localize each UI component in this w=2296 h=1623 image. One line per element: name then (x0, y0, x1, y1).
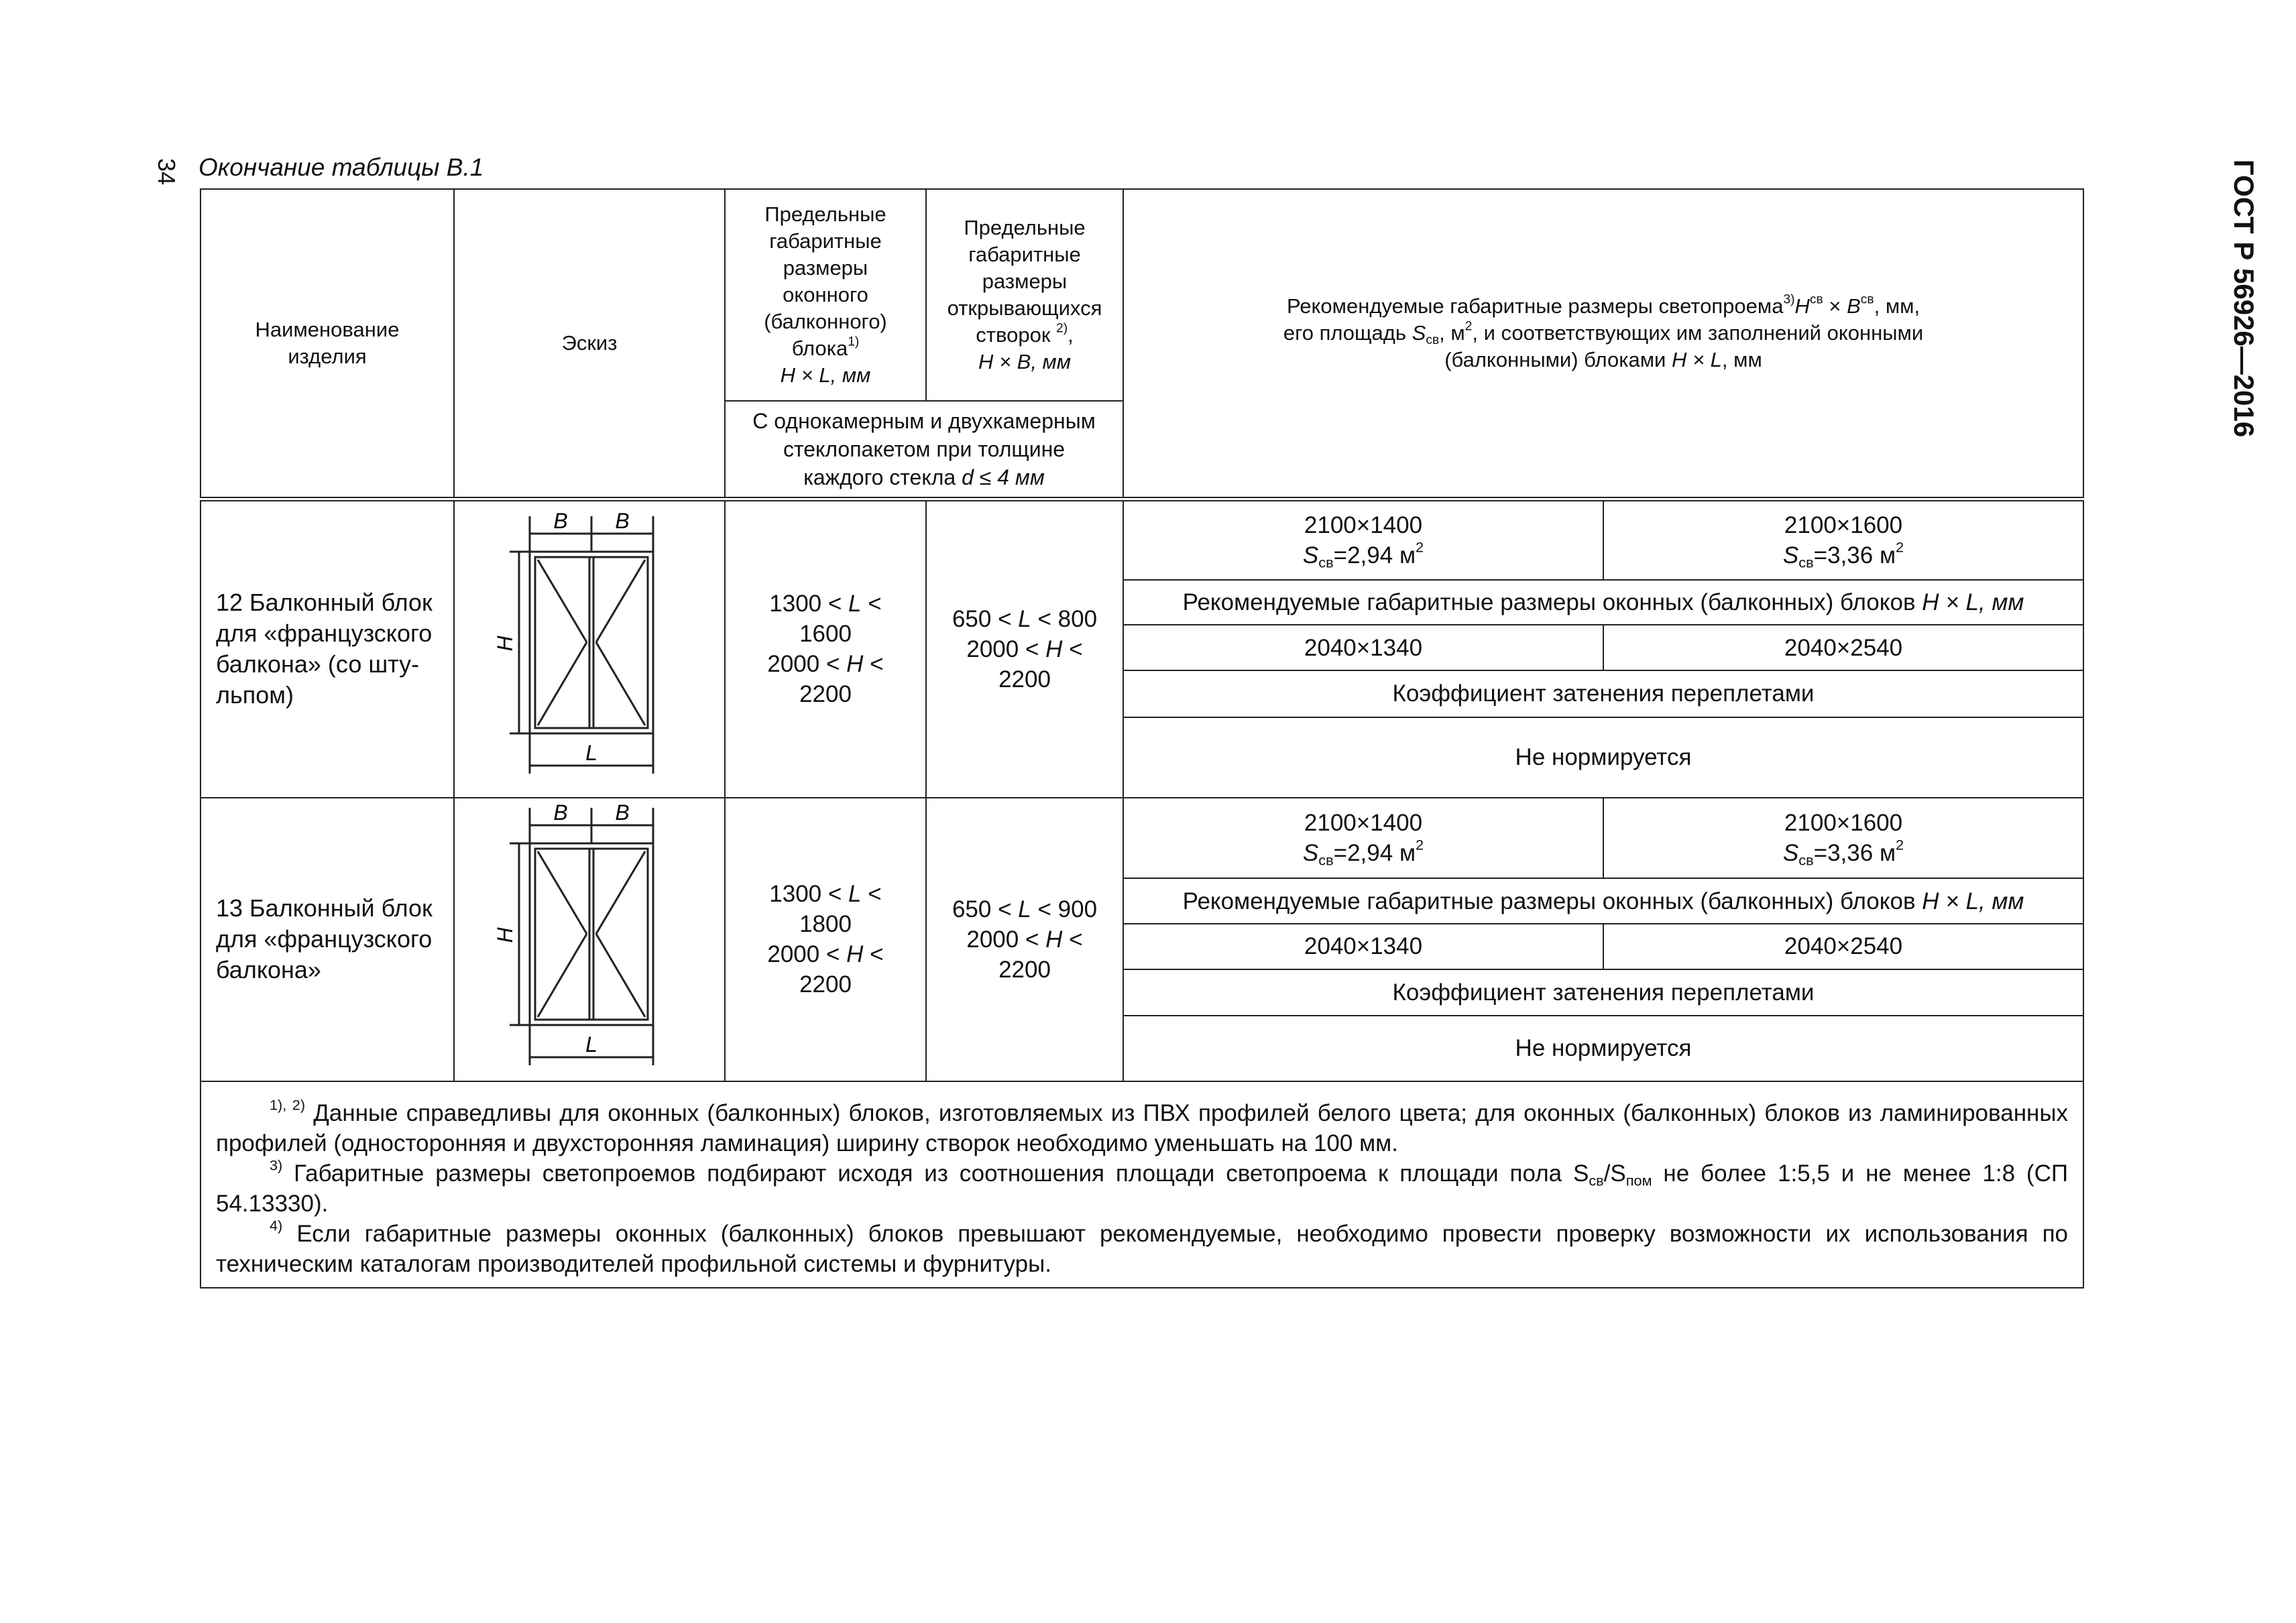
opening-size-option: 2100×1400 $S_{св}=2,94$ $м^2$ (1123, 798, 1603, 879)
block-size-option: 2040×1340 (1123, 924, 1603, 969)
shading-value: Не нормируется (1123, 1016, 2083, 1081)
header-sash-limits: Предельные габаритные размеры открывающихся створок $^{2)}$, H × B, мм (926, 189, 1123, 401)
table-footnotes (200, 1081, 2083, 1288)
footnote-4: $^{4)}$ Если габаритные размеры оконных (балконных) блоков превышают рекомендуемые, необходимо провести проверку возможности их использования по техническим каталогам производителей профильной системы и фурнитуры. (216, 1217, 2068, 1277)
sketch-label-l: L (585, 740, 597, 765)
page-number: 34 (153, 158, 180, 186)
standard-code: ГОСТ Р 56926—2016 (2228, 159, 2260, 438)
header-product-name: Наименование изделия (200, 189, 454, 499)
sketch-label-l: L (585, 1032, 597, 1057)
block-size-option: 2040×2540 (1603, 924, 2083, 969)
sketch-label-b-right: B (615, 508, 630, 533)
shading-label: Коэффициент затенения переплетами (1123, 969, 2083, 1016)
block-size-limits: 1300 < L < 1800 2000 < H < 2200 (725, 798, 926, 1081)
window-sketch-drawing (455, 501, 726, 790)
header-block-limits: Предельные габаритные размеры оконного (балконного) блока$^{1)}$ H × L, мм (725, 189, 926, 401)
opening-size-option: 2100×1600 $S_{св}=3,36$ $м^2$ (1603, 798, 2083, 879)
footnote-1-2: $^{1), 2)}$ Данные справедливы для оконных (балконных) блоков, изготовляемых из ПВХ профилей белого цвета; для оконных (балконных) блоков из ламинированных профилей (односторонняя и двухсторонняя ламинация) ширину створок необходимо уменьшать на 100 мм. (216, 1096, 2069, 1156)
recommended-blocks-label: Рекомендуемые габаритные размеры оконных (балконных) блоков H × L, мм (1123, 580, 2083, 625)
sketch-label-b-left: B (553, 800, 568, 825)
sash-size-limits: 650 < L < 800 2000 < H < 2200 (926, 499, 1123, 798)
opening-size-option: 2100×1400 $S_{св}=2,94$ $м^2$ (1123, 499, 1603, 580)
sketch-label-h: H (493, 926, 517, 943)
footnote-3: $^{3)}$ Габаритные размеры светопроемов подбирают исходя из соотношения площади светопроема к площади пола $S_{св}/S_{пом}$ не более 1:5,5 и не менее 1:8 (СП 54.13330). (216, 1156, 2069, 1217)
header-recommended-openings: Рекомендуемые габаритные размеры $светопроема^{3)}H^{св} \times B^{св}$, мм, его площадь $S_{св}$, $м^2$, и соответствующих им заполнений оконными (балконными) блоками H × L, мм (1123, 189, 2083, 499)
sketch-label-b-left: B (553, 508, 568, 533)
product-name: 12 Балконный блок для «французского балкона» (со шту- льпом) (200, 499, 454, 798)
window-sketch (454, 499, 725, 798)
table-caption: Окончание таблицы В.1 (198, 154, 484, 181)
product-name: 13 Балконный блок для «французского балкона» (200, 798, 454, 1081)
spec-table (200, 188, 2084, 1288)
window-sketch-drawing (455, 798, 726, 1073)
opening-size-option: 2100×1600 $S_{св}=3,36$ $м^2$ (1603, 499, 2083, 580)
window-sketch (454, 798, 725, 1081)
block-size-option: 2040×2540 (1603, 625, 2083, 670)
sketch-label-b-right: B (615, 800, 630, 825)
block-size-option: 2040×1340 (1123, 625, 1603, 670)
header-glazing-note: С однокамерным и двухкамерным стеклопакетом при толщине каждого стекла d ≤ 4 мм (725, 401, 1123, 499)
header-sketch: Эскиз (454, 189, 725, 499)
sash-size-limits: 650 < L < 900 2000 < H < 2200 (926, 798, 1123, 1081)
recommended-blocks-label: Рекомендуемые габаритные размеры оконных (балконных) блоков H × L, мм (1123, 878, 2083, 924)
sketch-label-h: H (493, 635, 517, 652)
shading-label: Коэффициент затенения переплетами (1123, 670, 2083, 717)
block-size-limits: 1300 < L < 1600 2000 < H < 2200 (725, 499, 926, 798)
shading-value: Не нормируется (1123, 717, 2083, 798)
